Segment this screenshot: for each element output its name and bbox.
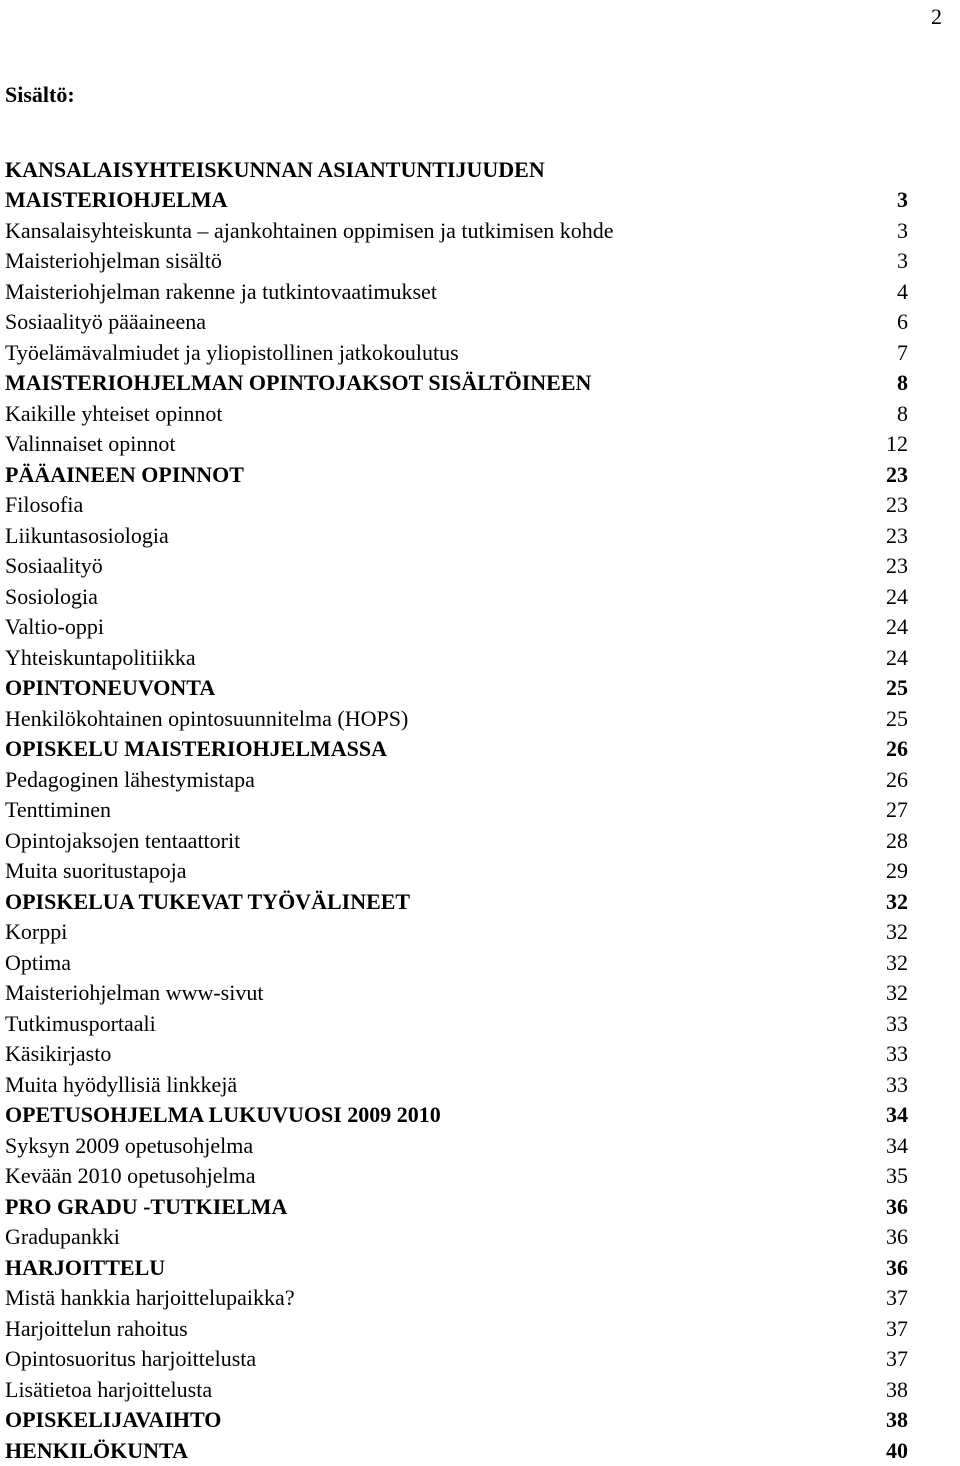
toc-entry-label: Kansalaisyhteiskunta – ajankohtainen oppimisen ja tutkimisen kohde bbox=[5, 216, 614, 247]
toc-entry-label: Sosiaalityö pääaineena bbox=[5, 307, 206, 338]
toc-entry[interactable] bbox=[5, 1070, 908, 1101]
toc-entry[interactable] bbox=[5, 582, 908, 613]
toc-entry-page: 6 bbox=[897, 307, 908, 338]
toc-entry-page: 26 bbox=[886, 765, 908, 796]
toc-heading: Sisältö: bbox=[5, 82, 75, 108]
toc-entry-label: Optima bbox=[5, 948, 71, 979]
toc-entry-page: 23 bbox=[886, 460, 908, 491]
toc-entry-label: Korppi bbox=[5, 917, 67, 948]
toc-entry-page: 37 bbox=[886, 1314, 908, 1345]
toc-entry-label: OPETUSOHJELMA LUKUVUOSI 2009 2010 bbox=[5, 1100, 441, 1131]
toc-entry[interactable] bbox=[5, 704, 908, 735]
page-number: 2 bbox=[931, 4, 942, 30]
toc-title-line: KANSALAISYHTEISKUNNAN ASIANTUNTIJUUDEN bbox=[5, 155, 545, 185]
toc-entry-label: Liikuntasosiologia bbox=[5, 521, 169, 552]
toc-entry-page: 40 bbox=[886, 1436, 908, 1466]
toc-entry[interactable] bbox=[5, 1375, 908, 1406]
toc-entry-page: 37 bbox=[886, 1283, 908, 1314]
toc-entry-page: 8 bbox=[897, 399, 908, 430]
toc-entry[interactable] bbox=[5, 399, 908, 430]
toc-entry-label: Kaikille yhteiset opinnot bbox=[5, 399, 223, 430]
toc-entry-page: 36 bbox=[886, 1192, 908, 1223]
toc-entry-page: 23 bbox=[886, 551, 908, 582]
toc-entry-label: Opintojaksojen tentaattorit bbox=[5, 826, 240, 857]
toc-entry-page: 34 bbox=[886, 1100, 908, 1131]
toc-entry-label: OPISKELUA TUKEVAT TYÖVÄLINEET bbox=[5, 887, 410, 918]
toc-entry[interactable] bbox=[5, 1100, 908, 1131]
toc-entry-page: 28 bbox=[886, 826, 908, 857]
toc-entry-page: 36 bbox=[886, 1253, 908, 1284]
toc-entry[interactable] bbox=[5, 1436, 908, 1466]
toc-entry[interactable] bbox=[5, 948, 908, 979]
toc-entry-page: 24 bbox=[886, 582, 908, 613]
toc-entry[interactable] bbox=[5, 216, 908, 247]
toc-entry-page: 33 bbox=[886, 1009, 908, 1040]
toc-entry-page: 27 bbox=[886, 795, 908, 826]
toc-entry-label: Muita suoritustapoja bbox=[5, 856, 186, 887]
toc-entry-page: 24 bbox=[886, 643, 908, 674]
toc-entry-label: PÄÄAINEEN OPINNOT bbox=[5, 460, 244, 491]
toc-entry-label: Muita hyödyllisiä linkkejä bbox=[5, 1070, 237, 1101]
toc-entry-label: Mistä hankkia harjoittelupaikka? bbox=[5, 1283, 295, 1314]
toc-entry-label: Pedagoginen lähestymistapa bbox=[5, 765, 255, 796]
toc-entry-label: OPINTONEUVONTA bbox=[5, 673, 215, 704]
toc-entry-page: 33 bbox=[886, 1070, 908, 1101]
toc-entry-page: 35 bbox=[886, 1161, 908, 1192]
toc-entry-label: HENKILÖKUNTA bbox=[5, 1436, 188, 1466]
toc-entry-page: 25 bbox=[886, 704, 908, 735]
table-of-contents bbox=[5, 185, 908, 1466]
toc-entry-page: 32 bbox=[886, 917, 908, 948]
toc-entry[interactable] bbox=[5, 612, 908, 643]
toc-entry-label: Yhteiskuntapolitiikka bbox=[5, 643, 196, 674]
toc-entry-label: Filosofia bbox=[5, 490, 83, 521]
toc-entry-label: Maisteriohjelman sisältö bbox=[5, 246, 222, 277]
toc-entry[interactable] bbox=[5, 1222, 908, 1253]
toc-entry[interactable] bbox=[5, 338, 908, 369]
toc-entry-label: Valtio-oppi bbox=[5, 612, 104, 643]
toc-entry-page: 3 bbox=[897, 246, 908, 277]
toc-entry-page: 3 bbox=[897, 185, 908, 216]
toc-entry-page: 26 bbox=[886, 734, 908, 765]
toc-entry-page: 33 bbox=[886, 1039, 908, 1070]
toc-entry[interactable] bbox=[5, 368, 908, 399]
toc-entry-page: 23 bbox=[886, 490, 908, 521]
toc-entry-label: Maisteriohjelman www-sivut bbox=[5, 978, 263, 1009]
toc-entry-label: MAISTERIOHJELMAN OPINTOJAKSOT SISÄLTÖINEEN bbox=[5, 368, 591, 399]
toc-entry-page: 38 bbox=[886, 1375, 908, 1406]
toc-entry[interactable] bbox=[5, 1039, 908, 1070]
toc-entry-label: Opintosuoritus harjoittelusta bbox=[5, 1344, 256, 1375]
toc-entry-page: 23 bbox=[886, 521, 908, 552]
toc-entry-label: Maisteriohjelman rakenne ja tutkintovaatimukset bbox=[5, 277, 437, 308]
toc-entry[interactable] bbox=[5, 1131, 908, 1162]
toc-entry-label: HARJOITTELU bbox=[5, 1253, 165, 1284]
toc-entry-label: Tutkimusportaali bbox=[5, 1009, 156, 1040]
toc-entry-label: Harjoittelun rahoitus bbox=[5, 1314, 188, 1345]
toc-entry-label: Syksyn 2009 opetusohjelma bbox=[5, 1131, 253, 1162]
toc-entry[interactable] bbox=[5, 887, 908, 918]
toc-entry-page: 37 bbox=[886, 1344, 908, 1375]
toc-entry[interactable] bbox=[5, 734, 908, 765]
toc-entry-label: OPISKELIJAVAIHTO bbox=[5, 1405, 221, 1436]
toc-entry[interactable] bbox=[5, 490, 908, 521]
toc-entry[interactable] bbox=[5, 1344, 908, 1375]
toc-entry-label: OPISKELU MAISTERIOHJELMASSA bbox=[5, 734, 387, 765]
toc-entry-page: 32 bbox=[886, 948, 908, 979]
toc-entry[interactable] bbox=[5, 460, 908, 491]
toc-entry[interactable] bbox=[5, 1161, 908, 1192]
toc-entry[interactable] bbox=[5, 765, 908, 796]
toc-entry[interactable] bbox=[5, 1253, 908, 1284]
toc-entry-page: 29 bbox=[886, 856, 908, 887]
toc-entry[interactable] bbox=[5, 856, 908, 887]
toc-entry-label: MAISTERIOHJELMA bbox=[5, 185, 227, 216]
toc-entry[interactable] bbox=[5, 643, 908, 674]
toc-entry-label: Kevään 2010 opetusohjelma bbox=[5, 1161, 256, 1192]
toc-entry[interactable] bbox=[5, 826, 908, 857]
toc-entry-page: 7 bbox=[897, 338, 908, 369]
toc-entry-page: 12 bbox=[886, 429, 908, 460]
toc-entry-page: 34 bbox=[886, 1131, 908, 1162]
toc-entry[interactable] bbox=[5, 307, 908, 338]
toc-entry-label: Sosiaalityö bbox=[5, 551, 103, 582]
toc-entry[interactable] bbox=[5, 277, 908, 308]
toc-entry-page: 4 bbox=[897, 277, 908, 308]
toc-entry[interactable] bbox=[5, 1405, 908, 1436]
toc-entry-page: 3 bbox=[897, 216, 908, 247]
toc-entry-label: PRO GRADU -TUTKIELMA bbox=[5, 1192, 287, 1223]
toc-entry[interactable] bbox=[5, 185, 908, 216]
toc-entry-label: Tenttiminen bbox=[5, 795, 111, 826]
toc-entry[interactable] bbox=[5, 1192, 908, 1223]
toc-entry-label: Lisätietoa harjoittelusta bbox=[5, 1375, 212, 1406]
toc-entry-label: Työelämävalmiudet ja yliopistollinen jatkokoulutus bbox=[5, 338, 459, 369]
toc-entry-page: 8 bbox=[897, 368, 908, 399]
toc-entry[interactable] bbox=[5, 246, 908, 277]
toc-entry[interactable] bbox=[5, 429, 908, 460]
toc-entry-label: Gradupankki bbox=[5, 1222, 120, 1253]
toc-entry[interactable] bbox=[5, 1314, 908, 1345]
toc-entry-page: 25 bbox=[886, 673, 908, 704]
toc-entry-page: 24 bbox=[886, 612, 908, 643]
toc-entry-page: 32 bbox=[886, 887, 908, 918]
toc-entry-label: Käsikirjasto bbox=[5, 1039, 111, 1070]
toc-entry[interactable] bbox=[5, 1009, 908, 1040]
toc-entry[interactable] bbox=[5, 1283, 908, 1314]
toc-entry-label: Valinnaiset opinnot bbox=[5, 429, 175, 460]
toc-entry-page: 36 bbox=[886, 1222, 908, 1253]
toc-entry-page: 32 bbox=[886, 978, 908, 1009]
toc-entry[interactable] bbox=[5, 551, 908, 582]
toc-entry[interactable] bbox=[5, 673, 908, 704]
toc-entry-page: 38 bbox=[886, 1405, 908, 1436]
toc-entry[interactable] bbox=[5, 521, 908, 552]
toc-entry-label: Sosiologia bbox=[5, 582, 98, 613]
toc-entry[interactable] bbox=[5, 795, 908, 826]
toc-entry[interactable] bbox=[5, 917, 908, 948]
toc-entry[interactable] bbox=[5, 978, 908, 1009]
toc-entry-label: Henkilökohtainen opintosuunnitelma (HOPS) bbox=[5, 704, 408, 735]
